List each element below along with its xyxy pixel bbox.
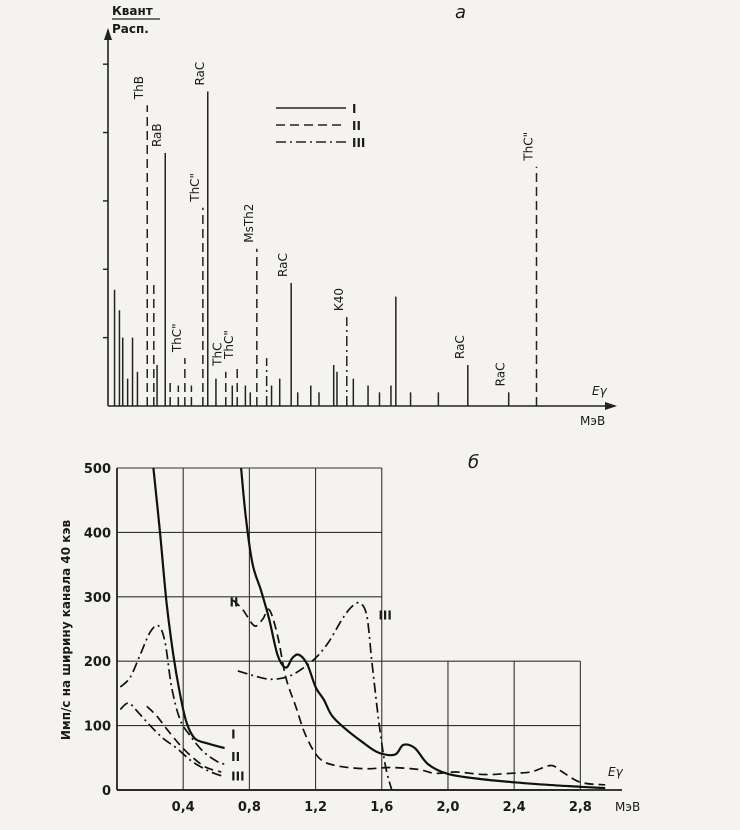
y-tick-label-2: 200 [83,655,111,671]
curve-III-5 [120,703,221,776]
y-axis-label: Имп/с на ширину канала 40 кэв [59,519,73,741]
curve-label-4: III [378,608,392,623]
x-axis-unit: МэВ [580,414,606,428]
x-tick-label-0: 0,4 [171,800,195,815]
curve-label-3: II [229,595,239,610]
y-tick-label-3: 300 [83,590,111,606]
x-axis-unit: МэВ [615,800,641,814]
x-axis-label: Eγ [592,384,607,398]
y-tick-label-1: 100 [83,719,111,735]
legend-label-I: I [352,102,357,116]
y-axis-label-top: Квант [112,4,153,18]
panel-label-a: a [455,2,467,23]
line-annotation-10: RaC [452,335,467,359]
curve-label-0: I [231,727,236,742]
curve-label-1: II [231,750,241,765]
x-tick-label-6: 2,8 [568,800,592,815]
line-annotation-3: ThC" [187,172,202,202]
line-annotation-0: ThB [132,76,147,100]
curve-II-2 [233,600,605,785]
line-annotation-11: RaC [493,362,508,387]
x-tick-label-2: 1,2 [304,800,328,815]
x-tick-label-4: 2,0 [436,800,460,815]
x-tick-label-3: 1,6 [370,800,394,815]
line-annotation-4: ThC" [169,323,184,353]
legend-label-II: II [352,119,361,133]
line-annotation-9: K40 [331,287,346,312]
y-tick-label-0: 0 [101,784,111,799]
y-axis-label-bottom: Расп. [112,22,149,36]
line-annotation-5: ThC [210,342,225,366]
x-axis-label: Eγ [608,765,623,779]
line-annotation-1: RaB [150,123,165,148]
curve-label-2: III [231,769,245,784]
curve-III-6 [238,603,392,790]
y-tick-label-5: 500 [83,462,111,477]
line-annotation-12: ThC" [521,131,536,161]
x-tick-label-1: 0,8 [237,800,261,815]
line-annotation-2: RaC [192,61,207,86]
x-tick-label-5: 2,4 [502,800,526,815]
curve-I-1 [241,468,605,788]
line-annotation-8: RaC [276,253,291,277]
legend-label-III: III [352,136,366,150]
line-annotation-6: ThC" [222,330,237,359]
grid [117,468,580,790]
curve-I-0 [153,468,224,748]
line-annotation-7: MsTh2 [241,203,256,243]
y-tick-label-4: 400 [83,526,111,542]
panel-label-b: б [468,452,480,473]
